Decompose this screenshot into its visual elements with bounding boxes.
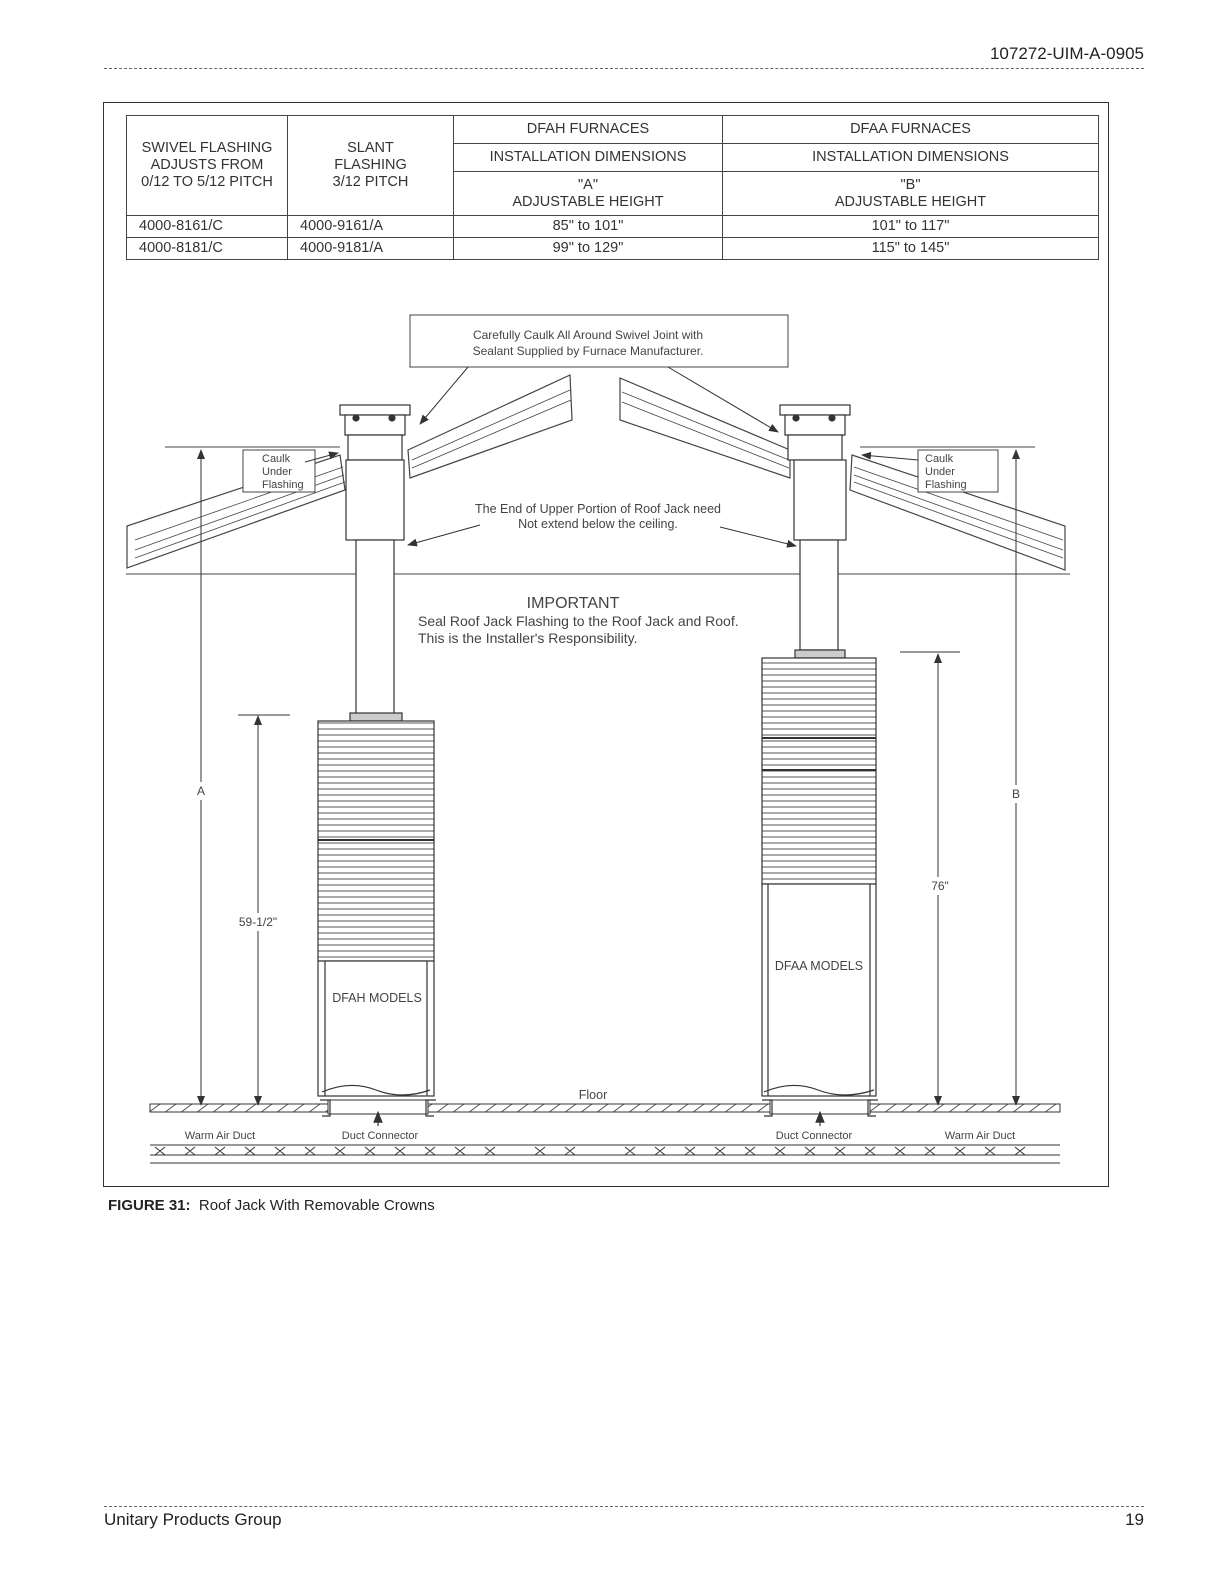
dfaa-header: DFAA FURNACES [723,116,1099,144]
dfah-install-dims: INSTALLATION DIMENSIONS [454,144,723,172]
svg-text:Duct Connector: Duct Connector [341,1130,419,1142]
figure-label: FIGURE 31: [108,1197,191,1214]
swivel-header-cell: SWIVEL FLASHING ADJUSTS FROM 0/12 TO 5/12 PITCH [127,116,288,216]
footer-company: Unitary Products Group [104,1510,282,1529]
ceiling-note [408,502,796,546]
svg-text:DFAA MODELS: DFAA MODELS [774,959,864,973]
slant-part: 4000-9181/A [288,238,454,260]
svg-text:Caulk: Caulk [925,453,954,465]
svg-text:Under: Under [925,466,955,478]
caulk-swivel-callout [410,315,788,432]
svg-text:B: B [1011,787,1021,801]
svg-text:DFAH MODELS: DFAH MODELS [332,991,422,1005]
dfaa-install-dims: INSTALLATION DIMENSIONS [723,144,1099,172]
b-range: 101" to 117" [723,216,1099,238]
footer-rule [104,1506,1144,1507]
duct-labels [185,1130,1016,1142]
dimension-a [194,450,208,1105]
dimension-76 [900,652,960,1105]
warm-air-duct [150,1145,1060,1163]
slant-header-cell: SLANT FLASHING 3/12 PITCH [288,116,454,216]
slant-part: 4000-9161/A [288,216,454,238]
svg-text:Flashing: Flashing [262,479,304,491]
svg-text:Caulk: Caulk [262,453,291,465]
a-range: 85" to 101" [454,216,723,238]
svg-text:Carefully Caulk All Around Swi: Carefully Caulk All Around Swivel Joint with [472,328,704,342]
dfaa-furnace [762,658,876,1096]
figure-caption [108,1197,435,1214]
svg-text:Duct Connector: Duct Connector [775,1130,853,1142]
svg-text:Seal Roof Jack Flashing to the: Seal Roof Jack Flashing to the Roof Jack and Roof. [418,613,739,629]
svg-text:59-1/2": 59-1/2" [238,915,278,929]
svg-text:Under: Under [262,466,292,478]
svg-text:76": 76" [931,879,949,893]
svg-text:Not extend below the ceiling.: Not extend below the ceiling. [518,517,678,531]
svg-text:This is the Installer's Respon: This is the Installer's Responsibility. [418,630,638,646]
a-range: 99" to 129" [454,238,723,260]
swivel-part: 4000-8181/C [127,238,288,260]
b-height-header: "B" ADJUSTABLE HEIGHT [723,172,1099,216]
figure-title: Roof Jack With Removable Crowns [198,1197,435,1214]
roof-jack-left [340,405,410,721]
dfah-header: DFAH FURNACES [454,116,723,144]
svg-text:IMPORTANT: IMPORTANT [526,595,620,612]
svg-text:Sealant Supplied by Furnace Ma: Sealant Supplied by Furnace Manufacturer. [472,344,704,358]
page-number: 19 [1125,1510,1144,1529]
floor [150,1088,1060,1114]
svg-text:Floor: Floor [578,1088,608,1102]
svg-text:Warm Air Duct: Warm Air Duct [944,1130,1016,1142]
dimension-59 [232,715,290,1105]
roof-jack-right [780,405,850,658]
important-note [418,595,739,646]
svg-text:Flashing: Flashing [925,479,967,491]
document-id: 107272-UIM-A-0905 [989,44,1144,63]
svg-text:A: A [196,784,206,798]
a-height-header: "A" ADJUSTABLE HEIGHT [454,172,723,216]
svg-text:The End of Upper Portion of: The End of Upper Portion of Roof Jack need [475,502,721,516]
b-range: 115" to 145" [723,238,1099,260]
dfah-furnace [318,721,434,1096]
swivel-part: 4000-8161/C [127,216,288,238]
svg-text:Warm Air Duct: Warm Air Duct [184,1130,256,1142]
